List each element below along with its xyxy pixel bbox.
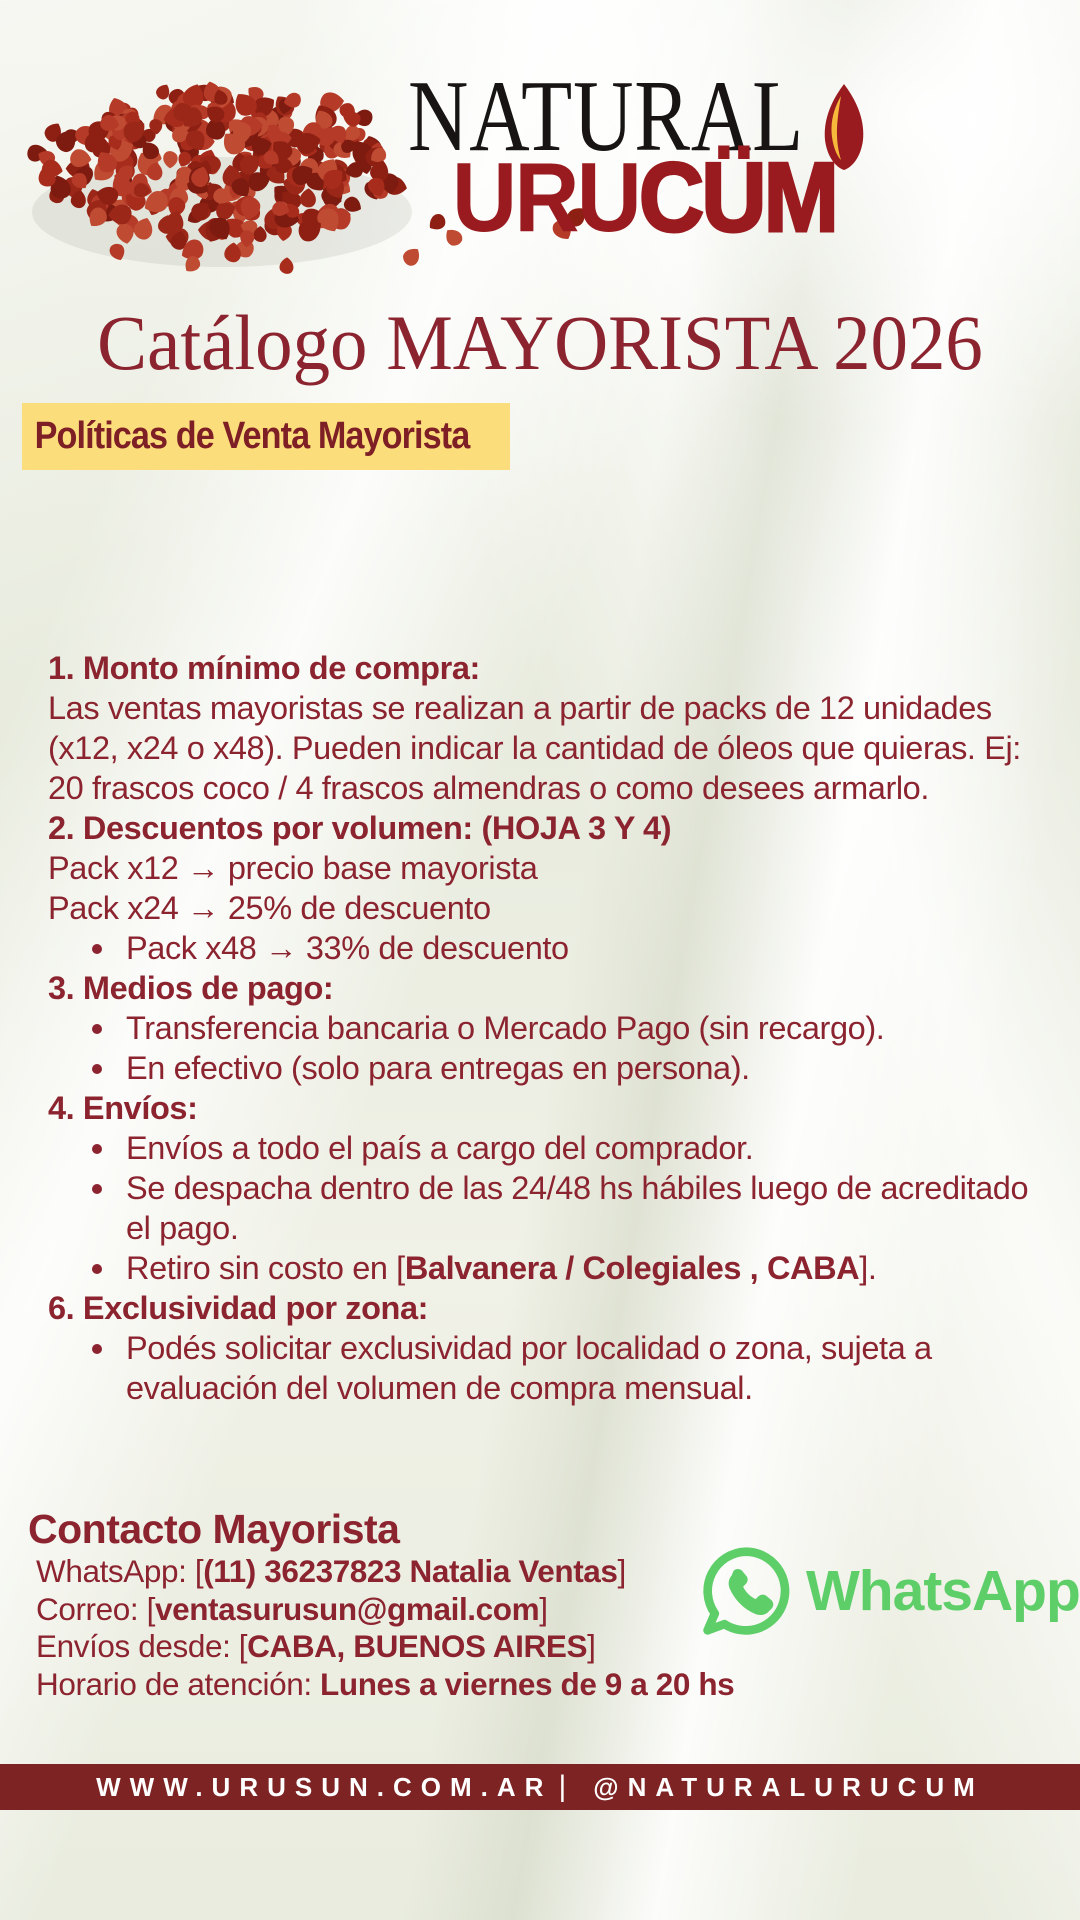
bullet-dot (92, 1344, 102, 1354)
policy-line-text: Pack x12 → precio base mayorista (48, 850, 538, 886)
policy-line-text: Se despacha dentro de las 24/48 hs hábiles luego de acreditado el pago. (126, 1170, 1029, 1246)
bullet-dot (92, 1064, 102, 1074)
policy-section-heading: 2. Descuentos por volumen: (HOJA 3 Y 4) (48, 810, 672, 846)
whatsapp-badge (698, 1543, 1080, 1639)
bullet-dot (92, 944, 102, 954)
policy-line (48, 848, 1040, 888)
bullet-dot (92, 1264, 102, 1274)
policy-line (48, 888, 1040, 928)
contact-line-text: Horario de atención: Lunes a viernes de 9 a 20 hs (36, 1665, 735, 1702)
bullet-dot (92, 1024, 102, 1034)
whatsapp-icon (698, 1543, 794, 1639)
policy-bullet-item (48, 1128, 1040, 1168)
contact-line (28, 1553, 708, 1591)
contact-block (28, 1505, 735, 1703)
policy-bullet-item (48, 1168, 1040, 1248)
policy-bullet-item (48, 1248, 1040, 1288)
policy-line-text: Transferencia bancaria o Mercado Pago (sin recargo). (126, 1010, 885, 1046)
policy-line-text: Pack x24 → 25% de descuento (48, 890, 491, 926)
footer-bar (0, 1764, 1080, 1810)
policy-bullet-item (48, 1008, 1040, 1048)
contact-lines (28, 1553, 735, 1703)
page-title: Catálogo MAYORISTA 2026 (97, 299, 983, 386)
bullet-dot (92, 1144, 102, 1154)
policy-bullet-item (48, 1328, 1040, 1408)
policy-bullet-item (48, 1048, 1040, 1088)
brand-logo-urucum (452, 142, 837, 252)
policies-banner (22, 403, 510, 470)
policy-line-text: Retiro sin costo en [Balvanera / Colegiales , CABA]. (126, 1250, 877, 1286)
contact-line-text: Correo: [ventasurusun@gmail.com] (36, 1590, 548, 1627)
brand-logo-urucum-heavy: CÜM (639, 142, 837, 252)
footer-separator: | (558, 1770, 576, 1803)
policy-line (48, 688, 1040, 808)
policy-section-heading: 1. Monto mínimo de compra: (48, 650, 480, 686)
contact-line (28, 1665, 735, 1704)
policy-bullet-item (48, 928, 1040, 968)
contact-line-text: WhatsApp: [(11) 36237823 Natalia Ventas] (36, 1553, 626, 1589)
policies-banner-label: Políticas de Venta Mayorista (34, 415, 470, 457)
policy-line-text: Pack x48 → 33% de descuento (126, 930, 569, 966)
policy-section-heading: 4. Envíos: (48, 1090, 198, 1126)
bullet-dot (92, 1184, 102, 1194)
whatsapp-label: WhatsApp (806, 1559, 1080, 1623)
brand-logo-natural: NATURAL (408, 60, 805, 173)
footer-website: WWW.URUSUN.COM.AR (96, 1771, 553, 1802)
policy-line-text: En efectivo (solo para entregas en persona). (126, 1050, 750, 1086)
policy-section-heading: 3. Medios de pago: (48, 970, 334, 1006)
policy-line-text: Podés solicitar exclusividad por localidad o zona, sujeta a evaluación del volumen de compra mensual. (126, 1330, 932, 1406)
contact-line (28, 1628, 708, 1666)
policy-list (48, 648, 1040, 1408)
contact-line-text: Envíos desde: [CABA, BUENOS AIRES] (36, 1628, 596, 1664)
brand-logo-urucum-light: URU (452, 142, 640, 252)
contact-heading: Contacto Mayorista (28, 1506, 400, 1552)
policy-line-text: Envíos a todo el país a cargo del comprador. (126, 1130, 754, 1166)
footer-handle: @NATURALURUCUM (593, 1771, 984, 1802)
policy-line-text: Las ventas mayoristas se realizan a partir de packs de 12 unidades (x12, x24 o x48). Pueden indicar la cantidad de óleos que quieras. Ej: 20 frascos coco / 4 frascos almendras o como desees armarlo. (48, 690, 1021, 806)
contact-line (28, 1591, 708, 1629)
policy-section-heading: 6. Exclusividad por zona: (48, 1290, 429, 1326)
